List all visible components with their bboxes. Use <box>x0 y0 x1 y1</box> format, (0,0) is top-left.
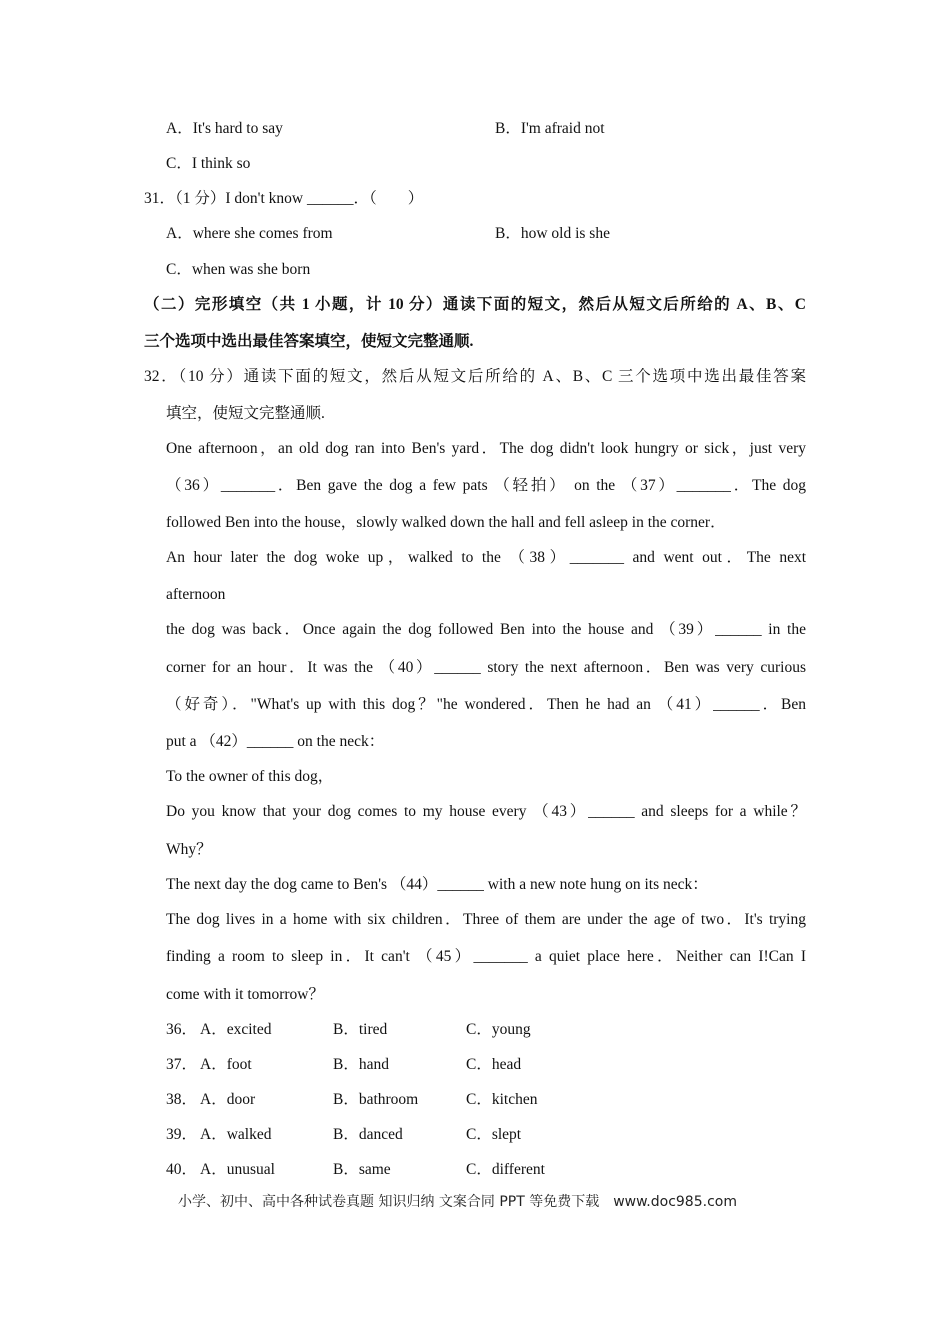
passage-line: The dog lives in a home with six children．Three of them are under the age of two．It's trying <box>166 911 806 928</box>
passage-line: Do you know that your dog comes to my house every （43）______ and sleeps for a while？ <box>166 803 806 820</box>
answer-option-b: B．hand <box>333 1056 389 1073</box>
answer-option-a: A．door <box>200 1091 256 1108</box>
passage-line: corner for an hour．It was the （40）______ story the next afternoon．Ben was very curious <box>166 659 806 676</box>
q32-stem-line2: 填空，使短文完整通顺. <box>166 405 325 422</box>
passage-line: （36）_______．Ben gave the dog a few pats （轻拍） on the （37）_______．The dog <box>166 477 806 494</box>
passage-line: finding a room to sleep in．It can't （45）_______ a quiet place here．Neither can I!Can I <box>166 948 806 965</box>
passage-line: the dog was back．Once again the dog followed Ben into the house and （39）______ in the <box>166 621 806 638</box>
answer-option-b: B．bathroom <box>333 1091 419 1108</box>
passage-line: put a （42）______ on the neck： <box>166 733 385 750</box>
answer-option-c: C．head <box>466 1056 522 1073</box>
passage-line: Why？ <box>166 841 212 858</box>
passage-line: An hour later the dog woke up，walked to the （38）_______ and went out．The next <box>166 549 806 566</box>
answer-option-a: A．walked <box>200 1126 272 1143</box>
answer-option-b: B．tired <box>333 1021 388 1038</box>
q31-option-b: B．how old is she <box>495 225 610 242</box>
section-heading-line2: 三个选项中选出最佳答案填空，使短文完整通顺. <box>144 333 474 350</box>
passage-line: （好奇）．"What's up with this dog？"he wondered．Then he had an （41）______．Ben <box>166 696 806 713</box>
answer-number: 36． <box>166 1021 198 1038</box>
passage-line: come with it tomorrow？ <box>166 986 324 1003</box>
answer-option-c: C．different <box>466 1161 545 1178</box>
answer-option-b: B．danced <box>333 1126 403 1143</box>
answer-option-a: A．excited <box>200 1021 272 1038</box>
q31-stem: 31．（1 分）I don't know ______．（ ） <box>144 190 424 207</box>
q30-option-b: B．I'm afraid not <box>495 120 605 137</box>
q30-option-c: C．I think so <box>166 155 251 172</box>
passage-line: followed Ben into the house，slowly walked down the hall and fell asleep in the corner． <box>166 514 726 531</box>
answer-option-c: C．young <box>466 1021 531 1038</box>
passage-line: The next day the dog came to Ben's （44）______ with a new note hung on its neck： <box>166 876 708 893</box>
answer-number: 38． <box>166 1091 198 1108</box>
passage-line: afternoon <box>166 586 226 603</box>
q31-option-c: C．when was she born <box>166 261 311 278</box>
answer-number: 40． <box>166 1161 198 1178</box>
page-footer: 小学、初中、高中各种试卷真题 知识归纳 文案合同 PPT 等免费下载 www.doc985.com <box>178 1194 737 1210</box>
q32-stem-line1: 32．（10 分）通读下面的短文，然后从短文后所给的 A、B、C 三个选项中选出最佳答案 <box>144 368 806 385</box>
section-heading-line1: （二）完形填空（共 1 小题，计 10 分）通读下面的短文，然后从短文后所给的 A、B、C <box>144 296 806 313</box>
passage-line: To the owner of this dog， <box>166 768 334 785</box>
passage-line: One afternoon，an old dog ran into Ben's yard．The dog didn't look hungry or sick，just very <box>166 440 806 457</box>
answer-option-c: C．kitchen <box>466 1091 538 1108</box>
answer-option-c: C．slept <box>466 1126 522 1143</box>
answer-number: 37． <box>166 1056 198 1073</box>
answer-option-a: A．foot <box>200 1056 252 1073</box>
answer-option-b: B．same <box>333 1161 391 1178</box>
q30-option-a: A．It's hard to say <box>166 120 283 137</box>
answer-option-a: A．unusual <box>200 1161 275 1178</box>
q31-option-a: A．where she comes from <box>166 225 333 242</box>
answer-number: 39． <box>166 1126 198 1143</box>
